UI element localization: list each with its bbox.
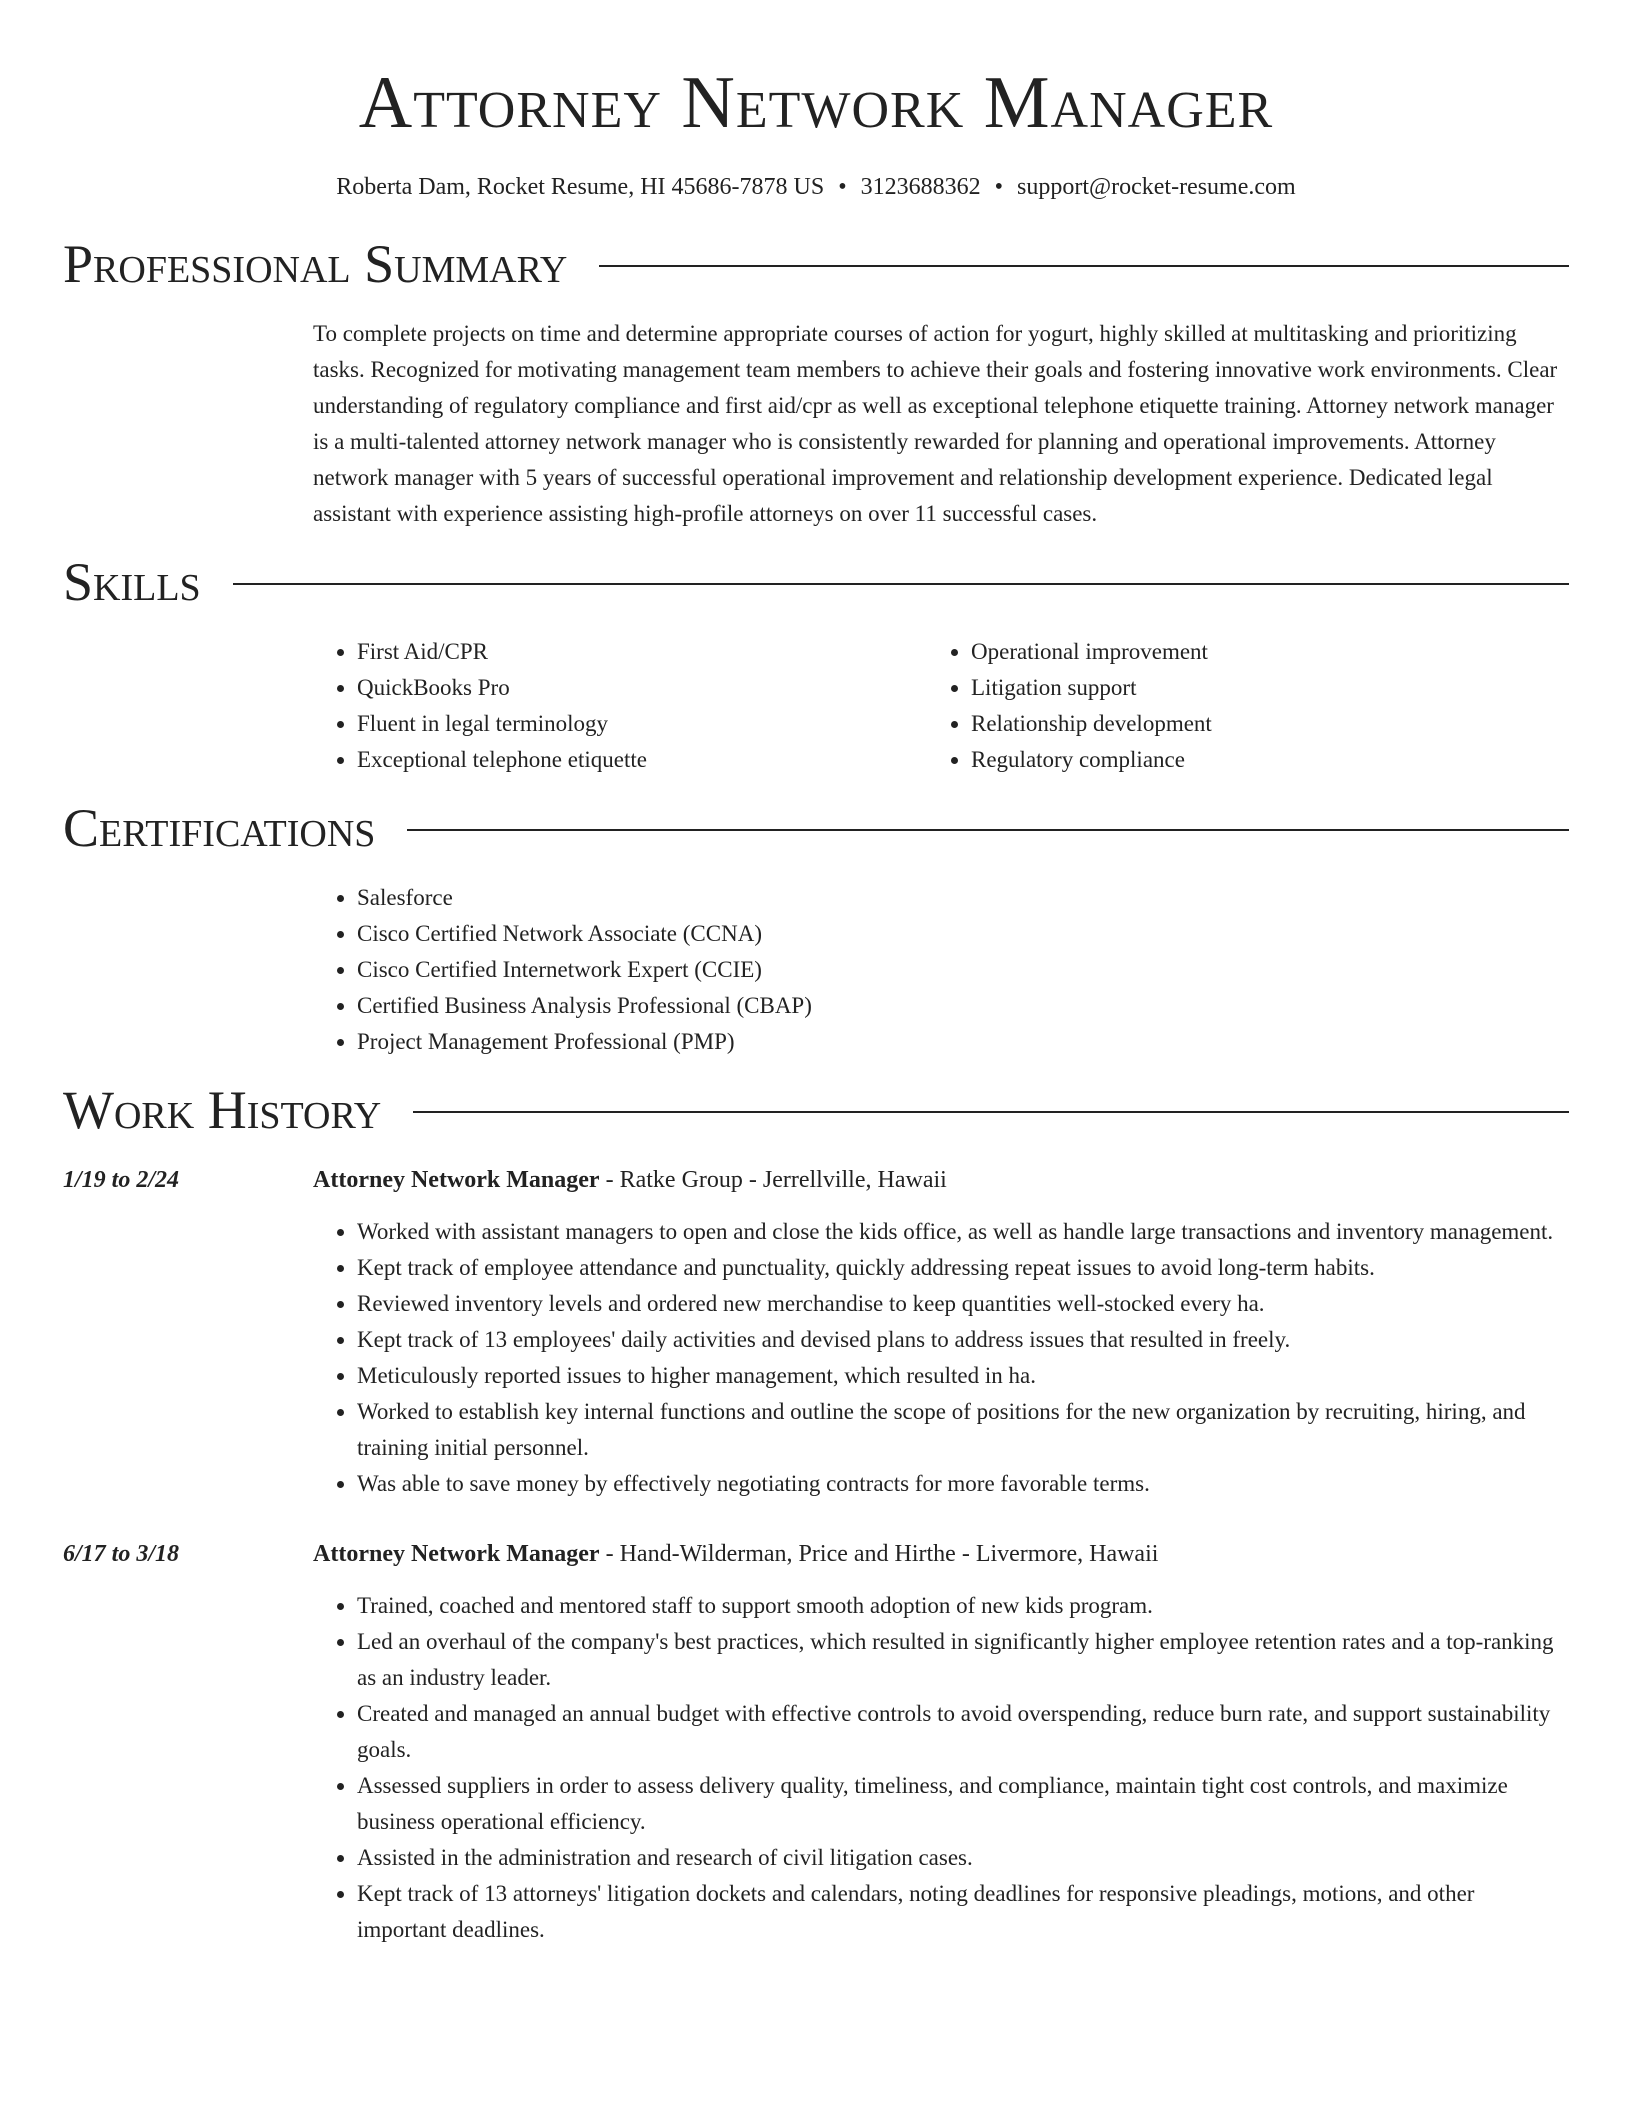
job-bullet: • Led an overhaul of the company's best practices, which resulted in significantly higher employee retention rates and a top-ranking as an industry leader. bbox=[357, 1624, 1569, 1696]
job-bullet: • Assessed suppliers in order to assess delivery quality, timeliness, and compliance, maintain tight cost controls, and maximize business operational efficiency. bbox=[357, 1768, 1569, 1840]
job-entry bbox=[63, 1536, 1569, 1948]
job-title-line bbox=[313, 1162, 1569, 1198]
skills-section-header bbox=[63, 550, 1569, 614]
job-bullet: • Trained, coached and mentored staff to support smooth adoption of new kids program. bbox=[357, 1588, 1569, 1624]
certification-item: • Cisco Certified Network Associate (CCNA) bbox=[357, 916, 1569, 952]
skill-item: • Fluent in legal terminology bbox=[357, 706, 927, 742]
certification-item: • Certified Business Analysis Professional (CBAP) bbox=[357, 988, 1569, 1024]
skills-column-right bbox=[927, 634, 1541, 778]
job-dates: 6/17 to 3/18 bbox=[63, 1541, 180, 1567]
job-bullet: • Reviewed inventory levels and ordered new merchandise to keep quantities well-stocked every ha. bbox=[357, 1286, 1569, 1322]
job-header bbox=[63, 1536, 1569, 1572]
job-bullet: • Worked to establish key internal functions and outline the scope of positions for the new organization by recruiting, hiring, and training initial personnel. bbox=[357, 1394, 1569, 1466]
job-title: Attorney Network Manager bbox=[313, 1541, 600, 1567]
job-header bbox=[63, 1162, 1569, 1198]
job-title-line bbox=[313, 1536, 1569, 1572]
section-divider bbox=[233, 583, 1569, 585]
certifications-heading: Certifications bbox=[63, 798, 376, 858]
section-divider bbox=[407, 829, 1569, 831]
skills-list bbox=[313, 634, 1569, 778]
job-title: Attorney Network Manager bbox=[313, 1167, 600, 1193]
job-bullet: • Kept track of employee attendance and punctuality, quickly addressing repeat issues to avoid long-term habits. bbox=[357, 1250, 1569, 1286]
job-bullets bbox=[313, 1214, 1569, 1502]
work-history-heading: Work History bbox=[63, 1080, 382, 1140]
contact-phone: 3123688362 bbox=[860, 174, 981, 200]
contact-address: Roberta Dam, Rocket Resume, HI 45686-7878 US bbox=[336, 174, 825, 200]
summary-text: To complete projects on time and determine appropriate courses of action for yogurt, highly skilled at multitasking and prioritizing tasks. Recognized for motivating management team members to achieve their goals and fostering innovative work environments. Clear understanding of regulatory compliance and first aid/cpr as well as exceptional telephone etiquette training. Attorney network manager is a multi-talented attorney network manager who is consistently rewarded for planning and operational improvements. Attorney network manager with 5 years of successful operational improvement and relationship development experience. Dedicated legal assistant with experience assisting high-profile attorneys on over 11 successful cases. bbox=[313, 321, 1558, 526]
job-company-location: - Hand-Wilderman, Price and Hirthe - Livermore, Hawaii bbox=[599, 1541, 1159, 1567]
job-bullet: • Worked with assistant managers to open and close the kids office, as well as handle large transactions and inventory management. bbox=[357, 1214, 1569, 1250]
job-dates: 1/19 to 2/24 bbox=[63, 1167, 180, 1193]
job-company-location: - Ratke Group - Jerrellville, Hawaii bbox=[599, 1167, 947, 1193]
job-bullets bbox=[313, 1588, 1569, 1948]
section-divider bbox=[599, 265, 1569, 267]
contact-email: support@rocket-resume.com bbox=[1017, 174, 1296, 200]
resume-name: Attorney Network Manager bbox=[358, 62, 1274, 144]
job-entry bbox=[63, 1162, 1569, 1502]
contact-separator: • bbox=[838, 174, 847, 200]
skill-item: • First Aid/CPR bbox=[357, 634, 927, 670]
certifications-list bbox=[313, 880, 1569, 1060]
certification-item: • Salesforce bbox=[357, 880, 1569, 916]
job-bullet: • Assisted in the administration and research of civil litigation cases. bbox=[357, 1840, 1569, 1876]
skill-item: • Operational improvement bbox=[971, 634, 1541, 670]
skills-heading: Skills bbox=[63, 552, 201, 612]
skill-item: • Relationship development bbox=[971, 706, 1541, 742]
skill-item: • Exceptional telephone etiquette bbox=[357, 742, 927, 778]
job-bullet: • Kept track of 13 employees' daily activities and devised plans to address issues that resulted in freely. bbox=[357, 1322, 1569, 1358]
job-bullet: • Was able to save money by effectively negotiating contracts for more favorable terms. bbox=[357, 1466, 1569, 1502]
contact-separator: • bbox=[994, 174, 1004, 200]
work-history-section-header bbox=[63, 1078, 1569, 1142]
certifications-section-header bbox=[63, 796, 1569, 860]
skill-item: • QuickBooks Pro bbox=[357, 670, 927, 706]
skills-column-left bbox=[313, 634, 927, 778]
contact-line bbox=[63, 172, 1569, 202]
skill-item: • Litigation support bbox=[971, 670, 1541, 706]
certification-item: • Project Management Professional (PMP) bbox=[357, 1024, 1569, 1060]
summary-heading: Professional Summary bbox=[63, 234, 568, 294]
certification-item: • Cisco Certified Internetwork Expert (CCIE) bbox=[357, 952, 1569, 988]
summary-section-header bbox=[63, 232, 1569, 296]
skill-item: • Regulatory compliance bbox=[971, 742, 1541, 778]
job-bullet: • Meticulously reported issues to higher management, which resulted in ha. bbox=[357, 1358, 1569, 1394]
job-bullet: • Kept track of 13 attorneys' litigation dockets and calendars, noting deadlines for responsive pleadings, motions, and other important deadlines. bbox=[357, 1876, 1569, 1948]
section-divider bbox=[413, 1111, 1569, 1113]
job-bullet: • Created and managed an annual budget with effective controls to avoid overspending, reduce burn rate, and support sustainability goals. bbox=[357, 1696, 1569, 1768]
